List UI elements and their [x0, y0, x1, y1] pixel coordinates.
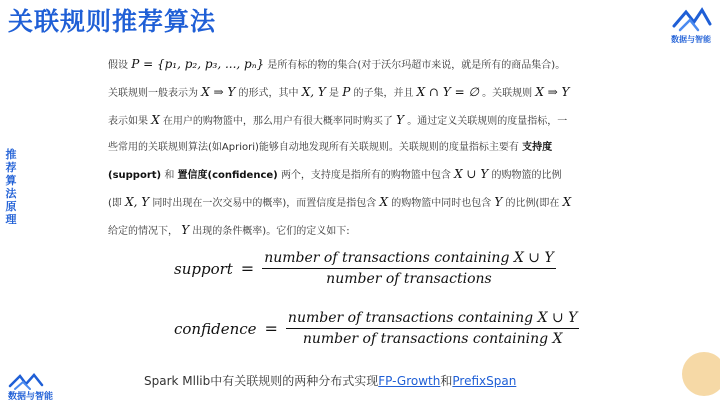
text-segment: 假设 — [108, 60, 128, 71]
fp-growth-link[interactable]: FP-Growth — [378, 374, 441, 388]
mascot-bubble — [682, 352, 720, 396]
footer-text: Spark Mllib中有关联规则的两种分布式实现 — [144, 374, 379, 388]
confidence-formula — [174, 310, 579, 347]
math-expression: Y — [181, 223, 190, 237]
brand-logo-footer — [6, 372, 68, 402]
fraction — [286, 310, 580, 347]
math-expression: X — [379, 195, 389, 209]
math-expression: X ∪ Y — [454, 167, 489, 181]
denominator: number of transactions — [326, 271, 492, 287]
equals-sign: = — [240, 259, 255, 278]
denominator: number of transactions containing X — [302, 331, 563, 347]
page-title: 关联规则推荐算法 — [8, 7, 217, 36]
math-expression: X, Y — [301, 85, 326, 99]
text-segment: 的比例(即在 — [505, 198, 560, 209]
math-expression: X, Y — [125, 195, 150, 209]
equals-sign: = — [264, 319, 278, 338]
math-expression: Y — [396, 113, 405, 127]
text-segment: 在用户的购物篮中，那么用户有很大概率同时购买了 — [162, 116, 393, 127]
text-segment: 和 — [164, 170, 175, 181]
text-segment: 两个，支持度是指所有的购物篮中包含 — [280, 170, 451, 181]
math-expression: P — [342, 85, 351, 99]
math-expression: X ⇒ Y — [535, 85, 570, 99]
footer-note — [144, 372, 516, 389]
formula-lhs: support — [174, 259, 233, 278]
text-segment: 是所有标的物的集合(对于沃尔玛超市来说，就是所有的商品集合)。关联规则一般表示为 — [108, 60, 566, 99]
bold-term-support: 支持度(support) — [108, 142, 553, 181]
math-expression: X — [151, 113, 160, 127]
text-segment: 。通过定义关联规则的度量指标，一些常用的关联规则算法(如Apriori)能够自动地发现所有关联规则。关联规则的度量指标主要有 — [108, 116, 568, 153]
math-expression: X — [562, 195, 572, 209]
bold-term-confidence: 置信度(confidence) — [177, 170, 278, 181]
numerator: number of transactions containing X ∪ Y — [286, 310, 580, 329]
brand-logo-text: 数据与智能 — [671, 35, 711, 44]
formula-lhs: confidence — [174, 319, 257, 338]
text-segment: 的形式，其中 — [238, 88, 299, 99]
math-expression: X ∩ Y = ∅ — [416, 85, 479, 99]
fraction — [262, 250, 556, 287]
footer-and: 和 — [440, 374, 453, 388]
support-formula — [174, 250, 556, 287]
text-segment: 是 — [329, 88, 339, 99]
text-segment: 的购物篮中同时也包含 — [391, 198, 492, 209]
text-segment: 同时出现在一次交易中的概率)，而置信度是指包含 — [152, 198, 377, 209]
math-expression: P = {p₁, p₂, p₃, ..., pₙ} — [131, 57, 265, 71]
text-segment: 的购物篮的比例(即 — [108, 170, 562, 209]
text-segment: 表示如果 — [108, 116, 148, 127]
math-expression: X ⇒ Y — [201, 85, 236, 99]
body-paragraph — [108, 51, 574, 245]
brand-logo — [666, 4, 716, 46]
prefixspan-link[interactable]: PrefixSpan — [452, 374, 517, 388]
numerator: number of transactions containing X ∪ Y — [262, 250, 556, 269]
sidebar-label: 推荐算法原理 — [5, 148, 17, 226]
text-segment: 的子集，并且 — [353, 88, 414, 99]
text-segment: 给定的情况下， — [108, 226, 178, 237]
math-expression: Y — [494, 195, 503, 209]
brand-logo-footer-text: 数据与智能 — [8, 392, 54, 402]
text-segment: 。关联规则 — [482, 88, 533, 99]
text-segment: 出现的条件概率)。它们的定义如下: — [192, 226, 350, 237]
